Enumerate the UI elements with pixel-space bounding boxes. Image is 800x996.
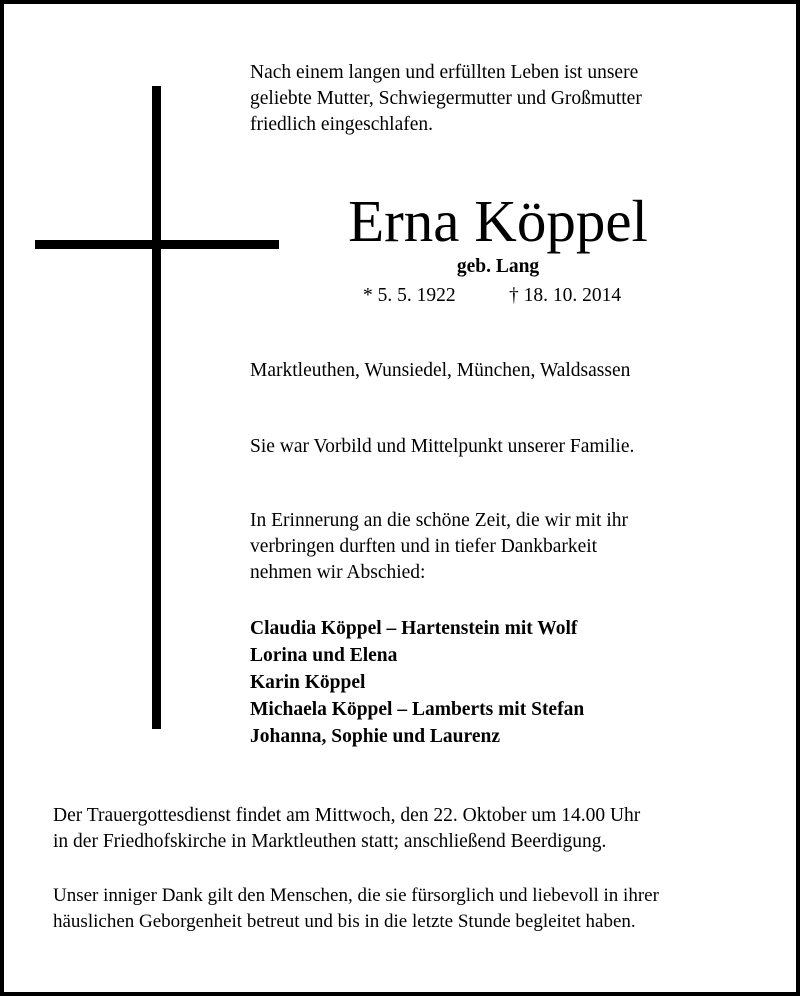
mourner-line: Johanna, Sophie und Laurenz [250,726,500,747]
mourner-line: Claudia Köppel – Hartenstein mit Wolf [250,618,578,639]
mourners-list [250,615,584,750]
mourner-line: Lorina und Elena [250,645,398,666]
birth-date: * 5. 5. 1922 [363,285,456,306]
cross-horizontal-bar [35,240,279,249]
service-line: in der Friedhofskirche in Marktleuthen statt; anschließend Beerdigung. [53,831,607,852]
deceased-name: Erna Köppel [348,188,648,254]
thanks-text [53,883,659,935]
quote-text: Sie war Vorbild und Mittelpunkt unserer Familie. [250,436,635,457]
mourner-line: Karin Köppel [250,672,366,693]
cross-vertical-bar [152,86,161,729]
farewell-text [250,508,628,586]
farewell-line: verbringen durften und in tiefer Dankbarkeit [250,536,598,557]
maiden-name: geb. Lang [456,256,540,277]
service-info [53,803,640,855]
thanks-line: häuslichen Geborgenheit betreut und bis in die letzte Stunde begleitet haben. [53,911,636,932]
intro-line: geliebte Mutter, Schwiegermutter und Großmutter [250,88,642,109]
places-text: Marktleuthen, Wunsiedel, München, Waldsassen [250,360,631,381]
intro-text [250,60,642,138]
thanks-line: Unser inniger Dank gilt den Menschen, die sie fürsorglich und liebevoll in ihrer [53,885,659,906]
farewell-line: nehmen wir Abschied: [250,562,426,583]
service-line: Der Trauergottesdienst findet am Mittwoch, den 22. Oktober um 14.00 Uhr [53,805,641,826]
death-date: † 18. 10. 2014 [509,285,622,306]
intro-line: Nach einem langen und erfüllten Leben ist unsere [250,62,639,83]
farewell-line: In Erinnerung an die schöne Zeit, die wir mit ihr [250,510,628,531]
intro-line: friedlich eingeschlafen. [250,114,433,135]
mourner-line: Michaela Köppel – Lamberts mit Stefan [250,699,585,720]
